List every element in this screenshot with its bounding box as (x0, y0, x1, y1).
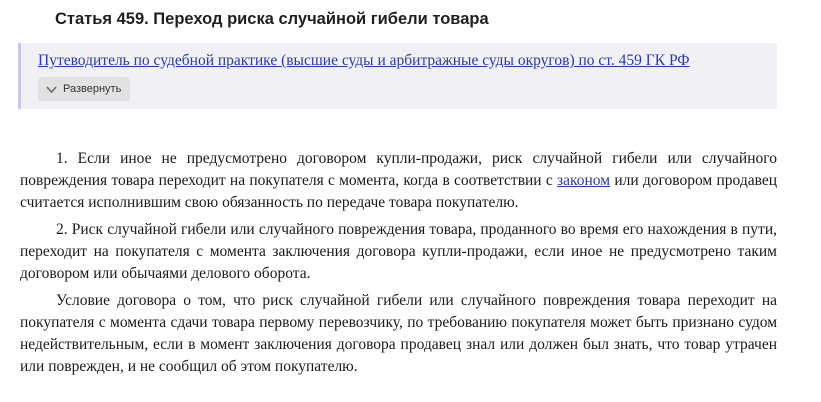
law-link[interactable]: законом (557, 172, 611, 189)
paragraph-2: 2. Риск случайной гибели или случайного повреждения товара, проданного во время его нахождения в пути, переходит на покупателя с момента заключения договора купли-продажи, если иное не предусмотрено таким договором или обычаями делового оборота. (20, 221, 777, 282)
paragraph-3: Условие договора о том, что риск случайной гибели или случайного повреждения товара переходит на покупателя с момента сдачи товара первому перевозчику, по требованию покупателя может быть признано судом недействительным, если в момент заключения договора продавец знал или должен был знать, что товар утрачен или поврежден, и не сообщил об этом покупателю. (20, 292, 777, 375)
expand-button[interactable] (38, 77, 130, 101)
article-title: Статья 459. Переход риска случайной гибели товара (55, 10, 489, 28)
article-body (20, 148, 777, 383)
chevron-down-icon (45, 83, 58, 96)
paragraph-1 (20, 148, 777, 214)
paragraph-1-text-start: 1. Если иное не предусмотрено договором купли-продажи, риск случайной гибели или случайного повреждения товара переходит на покупателя с момента, когда в соответствии с (20, 150, 777, 189)
practice-guide-link[interactable]: Путеводитель по судебной практике (высшие суды и арбитражные суды округов) по ст. 459 ГК РФ (38, 52, 690, 69)
paragraph-1-text-end: или договором продавец считается исполнившим свою обязанность по передаче товара покупателю. (20, 172, 778, 211)
expand-button-label: Развернуть (63, 83, 122, 95)
practice-guide-box (18, 43, 777, 109)
